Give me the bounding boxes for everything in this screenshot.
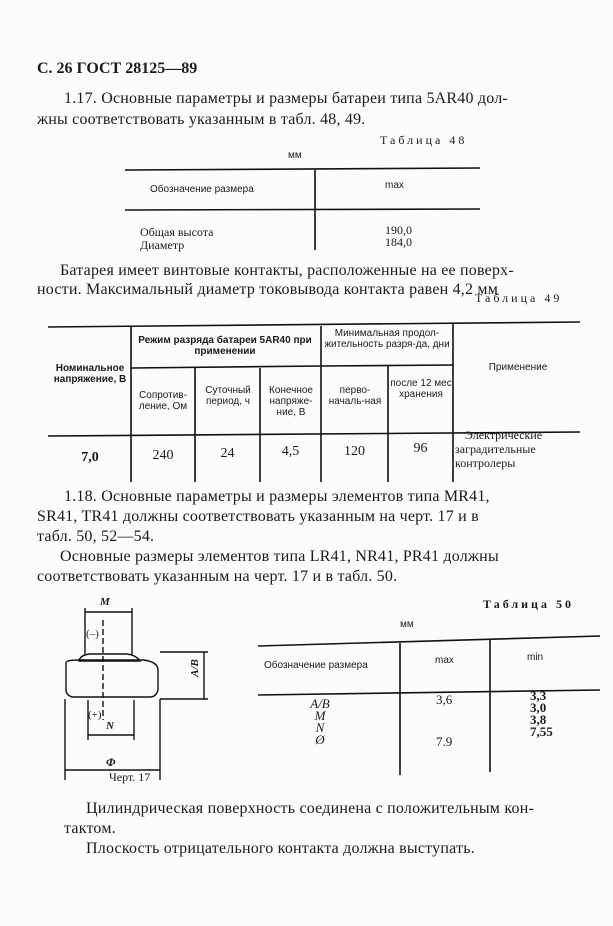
figure-label-phi: Φ xyxy=(106,755,116,769)
table49-cell: 96 xyxy=(413,441,428,456)
table49-header-voltage: Номинальное напряжение, В xyxy=(53,363,127,385)
para-118-line3: табл. 50, 52—54. xyxy=(37,528,155,545)
table49-cell: 240 xyxy=(152,448,174,463)
table49-cell-use: Электрические заградительные контролеры xyxy=(455,428,543,470)
table50-designations xyxy=(300,698,340,746)
table50-max-cell: 3,6 xyxy=(436,692,453,707)
para-end-line1: Цилиндрическая поверхность соединена с положительным кон- xyxy=(86,800,534,817)
figure-label-m: M xyxy=(100,596,110,608)
table48-header-max: max xyxy=(385,180,404,191)
table50-caption: Таблица 50 xyxy=(483,597,574,611)
para-118-line2: SR41, TR41 должны соответствовать указанным на черт. 17 и в xyxy=(37,508,479,525)
table49-header-resistance: Сопротив-ление, Ом xyxy=(138,390,188,412)
table49-cell: 24 xyxy=(220,446,235,461)
table50-row-label: Ø xyxy=(315,732,325,747)
table49-header-initial: перво-началь-ная xyxy=(328,385,382,407)
table49-cell: 7,0 xyxy=(81,450,99,465)
table50-row-label: M xyxy=(314,708,326,723)
table49-header-end-voltage: Конечное напряже-ние, В xyxy=(269,385,313,418)
table49-header-period: Суточный период, ч xyxy=(205,385,251,407)
figure-caption: Черт. 17 xyxy=(109,770,151,784)
para-contacts-line1: Батарея имеет винтовые контакты, расположенные на ее поверх- xyxy=(60,262,514,279)
table48-header-designation: Обозначение размера xyxy=(150,184,254,195)
table50-min-column xyxy=(530,690,553,738)
table48-unit: мм xyxy=(288,150,302,161)
table50-min-cell: 3,3 xyxy=(530,688,547,703)
table50-min-cell: 7,55 xyxy=(530,724,553,739)
table50-max-cell: 7.9 xyxy=(436,734,453,749)
table48-row-value: 184,0 xyxy=(385,235,412,249)
para-lr-line1: Основные размеры элементов типа LR41, NR41, PR41 должны xyxy=(60,548,499,565)
table48-caption: Таблица 48 xyxy=(380,133,468,147)
para-contacts-line2: ности. Максимальный диаметр токовывода контакта равен 4,2 мм xyxy=(37,281,499,298)
table50-row-label: A/B xyxy=(310,696,330,711)
figure-label-minus: (–) xyxy=(86,628,99,640)
table48-row-label: Общая высота xyxy=(140,225,214,239)
table49-cell: 120 xyxy=(344,444,365,459)
table50-header-min: min xyxy=(527,652,544,663)
table50-min-cell: 3,8 xyxy=(530,712,547,727)
table50-min-cell: 3,0 xyxy=(530,700,547,715)
figure-label-plus: (+) xyxy=(88,709,102,721)
table50-header-designation: Обозначение размера xyxy=(264,660,368,671)
para-118-line1: 1.18. Основные параметры и размеры элементов типа MR41, xyxy=(64,488,490,505)
figure-label-n: N xyxy=(106,720,114,732)
table49-cell: 4,5 xyxy=(281,444,300,459)
table50-header-max: max xyxy=(435,655,454,666)
para-117-line2: жны соответствовать указанным в табл. 48, 49. xyxy=(37,111,366,128)
table49-header-after-storage: после 12 мес хранения xyxy=(390,378,452,400)
table49-header-use: Применение xyxy=(488,362,548,373)
table50-row-label: N xyxy=(315,720,325,735)
figure-label-ab: A/B xyxy=(188,659,201,677)
page-header: С. 26 ГОСТ 28125—89 xyxy=(37,60,198,77)
para-end-line3: Плоскость отрицательного контакта должна выступать. xyxy=(86,840,475,857)
para-end-line2: тактом. xyxy=(64,820,116,837)
table48-row-value: 190,0 xyxy=(385,223,412,237)
table49-header-duration: Минимальная продол-жительность разря-да, дни xyxy=(324,328,450,350)
table48-row-label: Диаметр xyxy=(140,238,185,252)
table49-header-mode: Режим разряда батареи 5AR40 при применении xyxy=(138,335,312,357)
para-117-line1: 1.17. Основные параметры и размеры батареи типа 5AR40 дол- xyxy=(64,90,508,107)
table49-caption: Таблица 49 xyxy=(475,291,563,305)
para-lr-line2: соответствовать указанным на черт. 17 и в табл. 50. xyxy=(37,568,398,585)
table50-unit: мм xyxy=(400,619,414,630)
